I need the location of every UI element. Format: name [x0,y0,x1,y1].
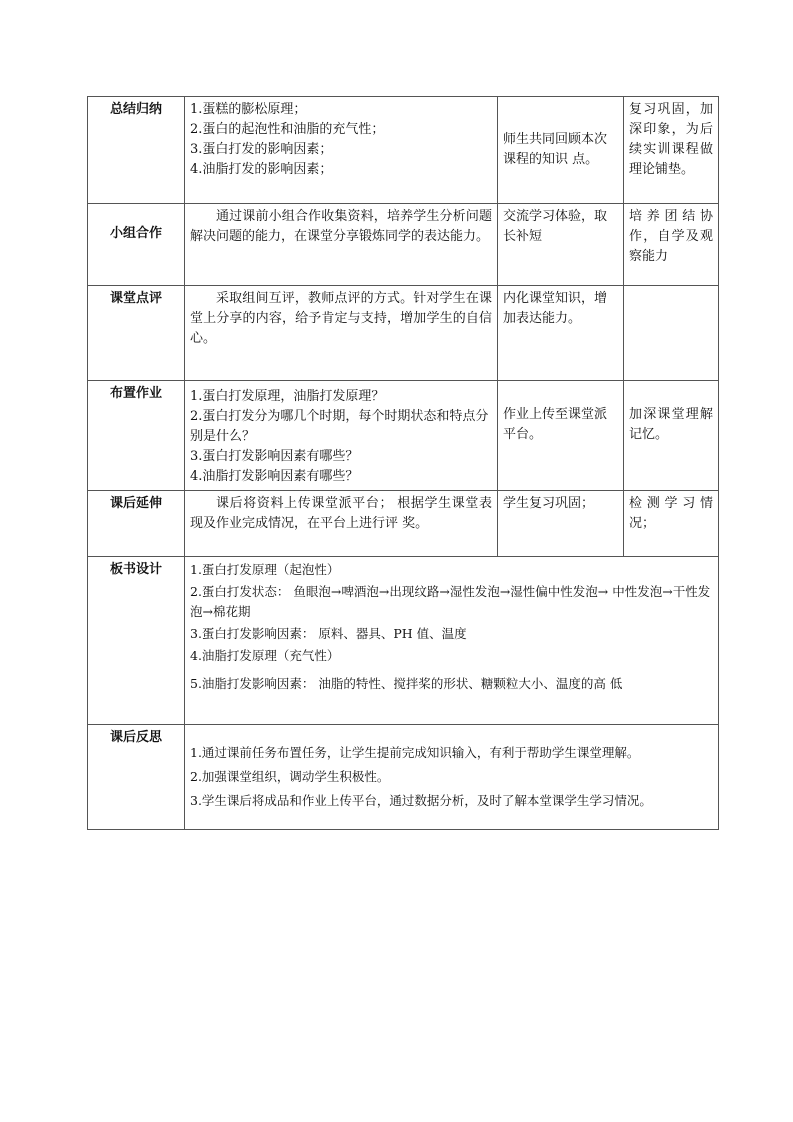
header-board: 板书设计 [88,557,185,725]
header-homework: 布置作业 [88,381,185,491]
extension-activity: 学生复习巩固； [498,491,624,557]
review-activity: 内化课堂知识，增加表达能力。 [498,286,624,381]
summary-item: 1.蛋糕的膨松原理； [190,102,307,117]
lesson-plan-table [87,96,719,830]
header-summary: 总结归纳 [88,97,185,204]
homework-item: 1.蛋白打发原理，油脂打发原理？ [190,389,385,404]
row-reflection [88,725,719,830]
group-content: 通过课前小组合作收集资料，培养学生分析问题解决问题的能力，在课堂分享锻炼同学的表达能力。 [185,204,498,286]
extension-intent: 检测学习情况； [624,491,719,557]
homework-activity: 作业上传至课堂派平台。 [498,381,624,491]
group-activity: 交流学习体验，取长补短 [498,204,624,286]
group-intent: 培养团结协作，自学及观察能力 [624,204,719,286]
row-review [88,286,719,381]
summary-intent: 复习巩固，加深印象，为后续实训课程做理论铺垫。 [624,97,719,204]
summary-item: 4.油脂打发的影响因素； [190,162,333,177]
homework-content [185,381,498,491]
summary-activity: 师生共同回顾本次课程的知识 点。 [498,97,624,204]
summary-item: 3.蛋白打发的影响因素； [190,142,333,157]
reflection-line: 2.加强课堂组织，调动学生积极性。 [190,769,390,784]
extension-content: 课后将资料上传课堂派平台； 根据学生课堂表现及作业完成情况，在平台上进行评 奖。 [185,491,498,557]
review-content: 采取组间互评，教师点评的方式。针对学生在课堂上分享的内容，给予肯定与支持，增加学生的自信心。 [185,286,498,381]
summary-item: 2.蛋白的起泡性和油脂的充气性； [190,122,385,137]
homework-item: 3.蛋白打发影响因素有哪些？ [190,449,359,464]
board-line: 1.蛋白打发原理（起泡性） [190,562,340,577]
row-extension [88,491,719,557]
row-group [88,204,719,286]
board-line: 5.油脂打发影响因素： 油脂的特性、搅拌桨的形状、糖颗粒大小、温度的高 低 [190,676,623,691]
board-line: 2.蛋白打发状态： 鱼眼泡→啤酒泡→出现纹路→湿性发泡→湿性偏中性发泡→ 中性发泡→干性发泡→棉花期 [190,584,711,619]
board-line: 3.蛋白打发影响因素： 原料、器具、PH 值、温度 [190,626,467,641]
homework-intent: 加深课堂理解记忆。 [624,381,719,491]
reflection-line: 3.学生课后将成品和作业上传平台，通过数据分析，及时了解本堂课学生学习情况。 [190,793,652,808]
header-reflection: 课后反思 [88,725,185,830]
header-review: 课堂点评 [88,286,185,381]
homework-item: 2.蛋白打发分为哪几个时期，每个时期状态和特点分别是什么？ [190,409,489,444]
row-board [88,557,719,725]
review-intent [624,286,719,381]
row-summary [88,97,719,204]
header-group: 小组合作 [88,204,185,286]
reflection-content [185,725,719,830]
board-line: 4.油脂打发原理（充气性） [190,648,340,663]
row-homework [88,381,719,491]
board-content [185,557,719,725]
header-extension: 课后延伸 [88,491,185,557]
homework-item: 4.油脂打发影响因素有哪些？ [190,469,359,484]
reflection-line: 1.通过课前任务布置任务，让学生提前完成知识输入，有利于帮助学生课堂理解。 [190,745,640,760]
summary-content [185,97,498,204]
